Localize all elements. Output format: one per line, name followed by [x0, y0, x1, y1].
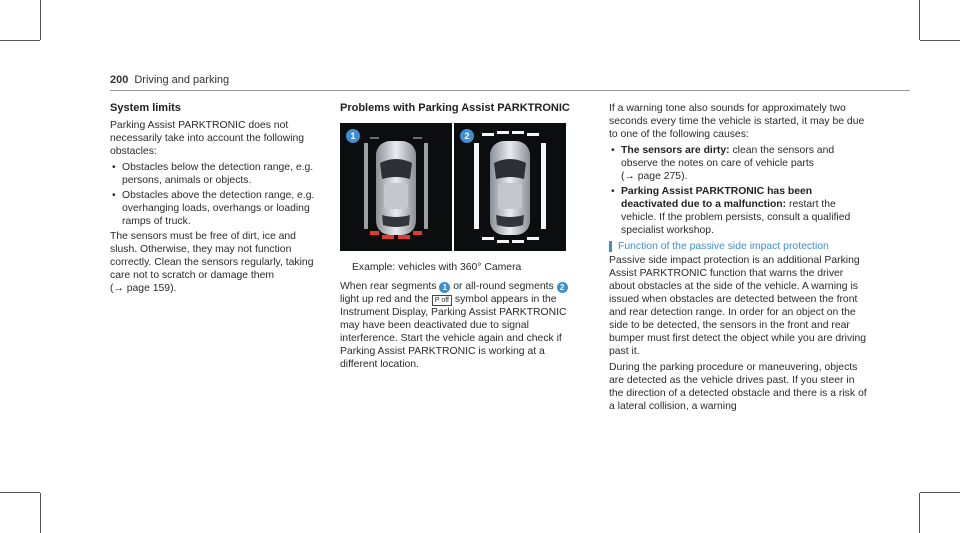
callout-badge: 1: [439, 282, 450, 293]
paragraph: The sensors must be free of dirt, ice and slush. Otherwise, they may not function correctly. Clean the sensors regularly, taking care not to scratch or damage them (→ page 159).: [110, 231, 314, 294]
crop-mark: [920, 492, 960, 493]
list-item: • Parking Assist PARKTRONIC has been deactivated due to a malfunction: restart the vehicle. If the problem persists, consult a qualified specialist workshop.: [609, 185, 869, 237]
column-problems: [340, 102, 572, 374]
list-item: • The sensors are dirty: clean the sensors and observe the notes on care of vehicle parts (→ page 275).: [609, 144, 869, 183]
column-causes: [609, 102, 869, 416]
subheading: Function of the passive side impact protection: [609, 240, 869, 253]
bullet-list: [609, 144, 869, 237]
figure-caption: Example: vehicles with 360° Camera: [352, 262, 522, 273]
callout-badge: 2: [460, 129, 474, 143]
list-item: • Obstacles above the detection range, e.g. overhanging loads, overhangs or loading ramps of truck.: [110, 189, 322, 228]
crop-mark: [0, 492, 40, 493]
header-rule: [110, 90, 910, 91]
page-reference-link[interactable]: → page 159: [113, 283, 171, 294]
crop-mark: [0, 40, 40, 41]
bullet-list: [110, 161, 322, 228]
section-heading: Problems with Parking Assist PARKTRONIC: [340, 102, 570, 114]
crop-mark: [919, 493, 920, 533]
paragraph: Passive side impact protection is an additional Parking Assist PARKTRONIC function that warns the driver about obstacles at the side of the vehicle. A warning is issued when obstacles are detected between the front and rear detection range. In order for an object on the side to be detected, the sensors in the front and rear bumper must first detect the object while you are driving past it.: [609, 255, 867, 357]
section-title: Driving and parking: [134, 74, 230, 86]
parking-off-symbol-icon: P off: [432, 295, 452, 306]
car-top-view-icon: [454, 123, 566, 251]
page-reference-link[interactable]: → page 275: [624, 171, 682, 182]
crop-mark: [920, 40, 960, 41]
crop-mark: [40, 0, 41, 40]
running-header: [110, 74, 229, 87]
figure-panel-all-round-segments: [452, 123, 566, 251]
section-heading: System limits: [110, 102, 181, 114]
paragraph: During the parking procedure or maneuvering, objects are detected as the vehicle drives past. If you steer in the direction of a detected obstacle and there is a risk of a lateral collision, a warning: [609, 362, 867, 412]
list-item: • Obstacles below the detection range, e.g. persons, animals or objects.: [110, 161, 322, 187]
figure-panel-rear-segments: [340, 123, 452, 251]
paragraph: When rear segments 1 or all-round segments 2 light up red and the P off symbol appears in the Instrument Display, Parking Assist PARKTRONIC may have been deactivated due to signal interference. Start the vehicle again and check if Parking Assist PARKTRONIC is working at a different location.: [340, 281, 567, 370]
column-system-limits: [110, 102, 322, 298]
callout-badge: 1: [346, 129, 360, 143]
paragraph: Parking Assist PARKTRONIC does not necessarily take into account the following obstacles:: [110, 120, 305, 157]
page-number: 200: [110, 74, 129, 86]
callout-badge: 2: [557, 282, 568, 293]
crop-mark: [40, 493, 41, 533]
paragraph: If a warning tone also sounds for approximately two seconds every time the vehicle is started, it may be due to one of the following causes:: [609, 103, 865, 140]
car-top-view-icon: [340, 123, 452, 251]
crop-mark: [919, 0, 920, 40]
parktronic-figure: [340, 123, 566, 251]
accent-bar: [609, 241, 612, 252]
